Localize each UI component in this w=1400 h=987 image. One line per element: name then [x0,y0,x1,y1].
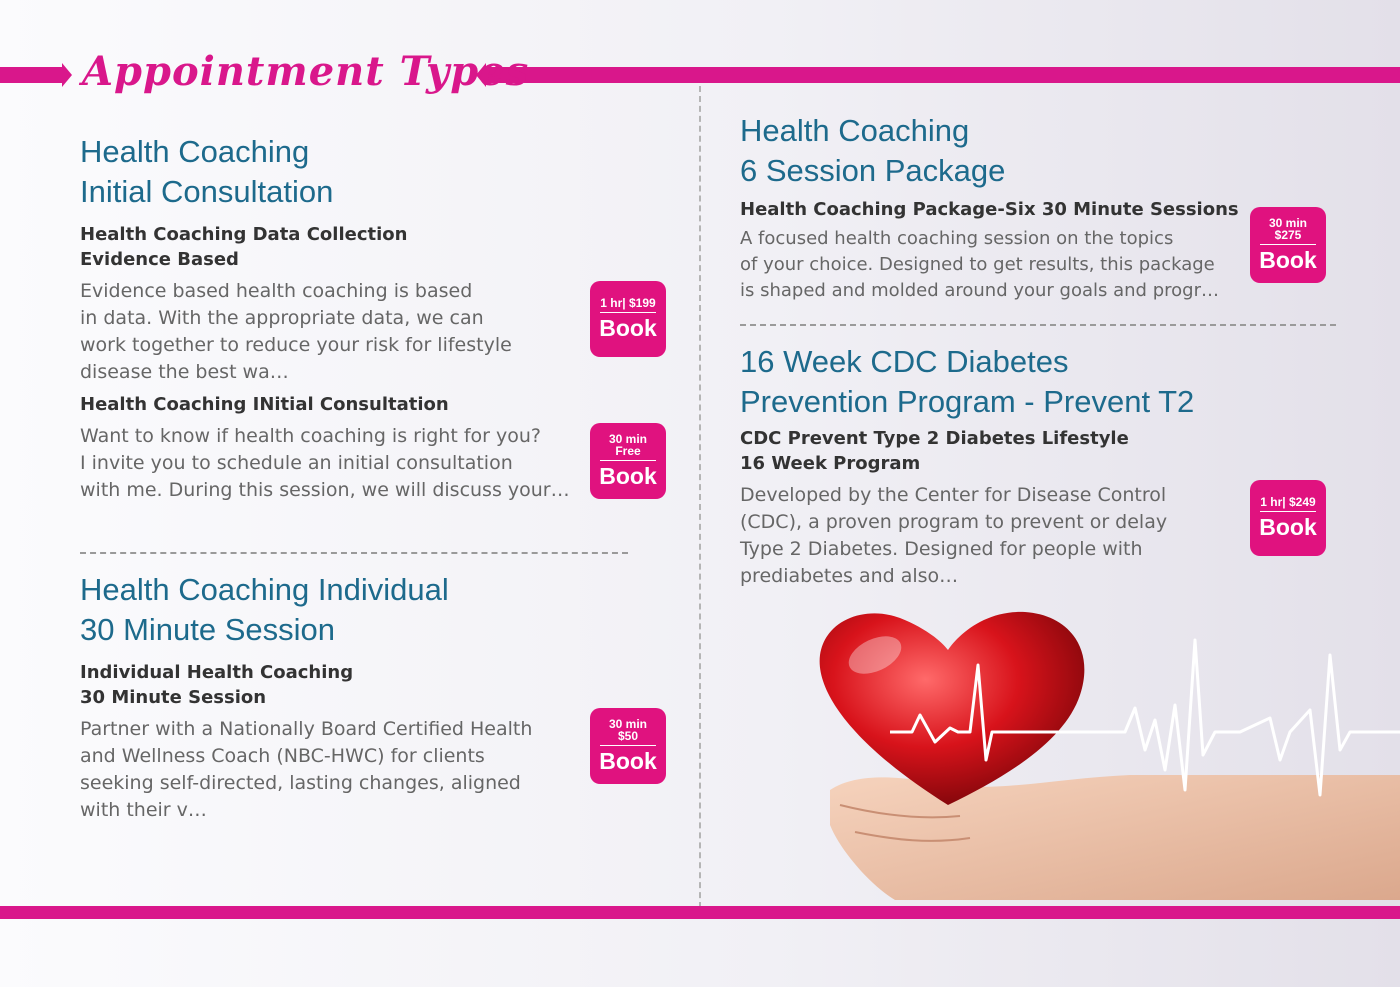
appointment-description: Evidence based health coaching is based in data. With the appropriate data, we can work together to reduce your risk for lifestyle disease the best wa… [80,280,512,383]
book-price: 1 hr| $249 [1260,494,1316,509]
section-divider [80,552,628,554]
heart-in-hands-illustration [800,600,1400,900]
book-rule [1260,244,1316,246]
appointment-description: Developed by the Center for Disease Control (CDC), a proven program to prevent or delay Type 2 Diabetes. Designed for people with prediabetes and also… [740,484,1168,587]
book-rule [600,745,656,747]
heart-shape [820,612,1085,805]
appointment-subtitle: Health Coaching Data Collection Evidence Based [80,224,408,270]
appointment-title: Health Coaching Individual 30 Minute Session [80,572,449,647]
appointment-subtitle: Individual Health Coaching 30 Minute Session [80,662,354,708]
header-band-right [486,67,1400,83]
book-rule [600,312,656,314]
footer-band [0,906,1400,919]
book-button-data-collection[interactable] [590,281,666,357]
book-label: Book [1259,514,1317,541]
page-title: Appointment Types [82,48,530,95]
book-price: 30 min Free [608,431,647,458]
appointment-description: A focused health coaching session on the topics of your choice. Designed to get results, this package is shaped and molded around your goals and progr… [740,228,1219,301]
book-price: 30 min $275 [1268,215,1307,242]
appointment-title: Health Coaching Initial Consultation [80,134,334,209]
book-label: Book [1259,247,1317,274]
appointment-title: 16 Week CDC Diabetes Prevention Program - Prevent T2 [740,344,1195,419]
appointment-cdc-diabetes-program [740,342,1240,590]
appointment-subtitle: CDC Prevent Type 2 Diabetes Lifestyle 16 Week Program [740,428,1129,474]
book-button-individual-session[interactable] [590,708,666,784]
book-button-cdc-diabetes-program[interactable] [1250,480,1326,556]
book-price: 30 min $50 [608,716,647,743]
book-button-initial-consultation[interactable] [590,423,666,499]
appointment-description: Want to know if health coaching is right for you? I invite you to schedule an initial consultation with me. During this session, we will discuss your… [80,425,570,501]
book-label: Book [599,463,657,490]
appointment-initial-consultation [80,132,600,386]
header-band-left [0,67,62,83]
section-divider [740,324,1336,326]
appointment-initial-consultation-item [80,392,600,504]
book-label: Book [599,748,657,775]
hands-shape [830,775,1400,900]
appointment-six-session-package [740,111,1240,304]
column-divider [699,86,701,918]
appointment-title: Health Coaching 6 Session Package [740,113,1006,188]
book-rule [600,460,656,462]
book-price: 1 hr| $199 [600,295,656,310]
appointment-description: Partner with a Nationally Board Certified Health and Wellness Coach (NBC-HWC) for clients seeking self-directed, lasting changes, aligned with their v… [80,718,533,821]
book-button-six-session-package[interactable] [1250,207,1326,283]
appointment-individual-session [80,570,600,824]
book-rule [1260,511,1316,513]
appointment-subtitle: Health Coaching INitial Consultation [80,394,449,415]
book-label: Book [599,315,657,342]
appointment-subtitle: Health Coaching Package-Six 30 Minute Sessions [740,199,1239,220]
